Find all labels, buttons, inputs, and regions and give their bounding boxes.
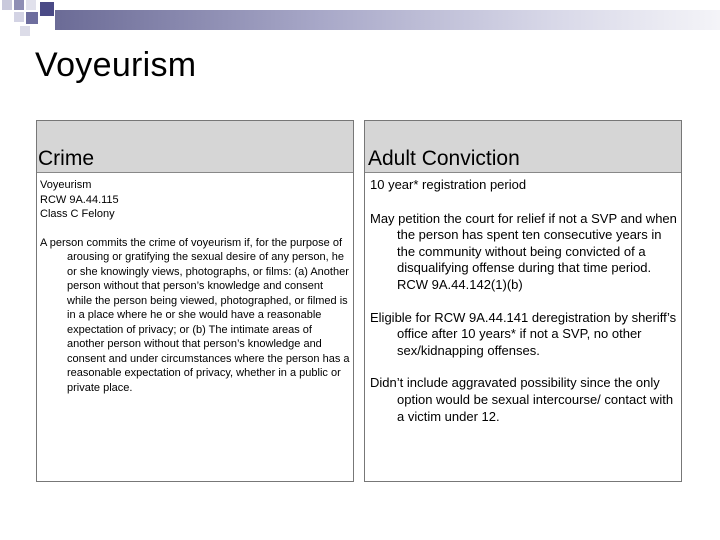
petition-relief-text: May petition the court for relief if not a SVP and when the person has spent ten consecutive years in the community without being convicted of a disqualifying offense during that time period. RCW 9A.44.142(1)(b)	[370, 210, 677, 292]
crime-statute: RCW 9A.44.115	[40, 193, 119, 206]
crime-content	[37, 173, 353, 395]
crime-column-header	[37, 121, 353, 173]
aggravated-note-text: Didn’t include aggravated possibility since the only option would be sexual intercourse/ contact with a victim under 12.	[370, 375, 674, 424]
crime-name: Voyeurism	[40, 179, 92, 191]
adult-conviction-header-label: Adult Conviction	[368, 147, 520, 170]
slide-corner-decoration	[0, 0, 720, 40]
adult-conviction-header	[365, 121, 681, 173]
adult-conviction-content	[365, 173, 681, 425]
crime-class: Class C Felony	[40, 208, 115, 220]
deregistration-text: Eligible for RCW 9A.44.141 deregistration by sheriff’s office after 10 years* if not a SVP, no other sex/kidnapping offenses.	[370, 309, 677, 358]
crime-column	[36, 120, 354, 482]
crime-definition: A person commits the crime of voyeurism if, for the purpose of arousing or gratifying the sexual desire of any person, he or she knowingly views, photographs, or films: (a) Another person without that person’s knowledge and consent while the person being viewed, photographed, or filmed is in a place where he or she would have a reasonable expectation of privacy; or (b) The intimate areas of another person without that person’s knowledge and consent and under circumstances where the person has a reasonable expectation of privacy, whether in a public or private place.	[40, 236, 350, 394]
registration-period-text: 10 year* registration period	[370, 177, 527, 192]
slide-title: Voyeurism	[35, 46, 197, 84]
adult-conviction-column	[364, 120, 682, 482]
crime-header-label: Crime	[38, 147, 94, 170]
